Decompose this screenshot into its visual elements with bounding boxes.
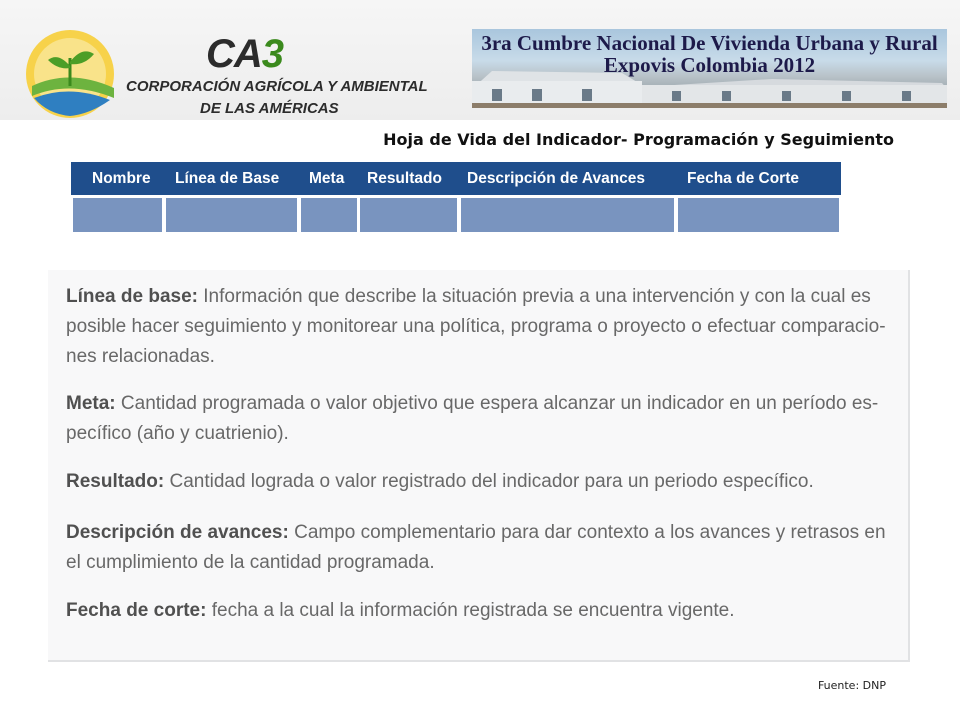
logo-abbreviation: CA3 — [206, 32, 284, 76]
definition-result — [66, 467, 886, 497]
table-cell — [461, 198, 674, 232]
page-title: Hoja de Vida del Indicador- Programación y Seguimiento — [383, 130, 894, 149]
definition-baseline — [66, 282, 886, 372]
logo-name-line-1: CORPORACIÓN AGRÍCOLA Y AMBIENTAL — [126, 78, 428, 95]
definition-goal — [66, 389, 886, 449]
banner-title-line-1: 3ra Cumbre Nacional De Vivienda Urbana y Rural — [481, 31, 938, 55]
indicator-table — [71, 162, 841, 232]
definition-text: Cantidad lograda o valor registrado del indicador para un periodo específico. — [169, 471, 814, 492]
table-header-row — [71, 162, 841, 195]
definition-text: fecha a la cual la información registrada se encuentra vigente. — [211, 600, 735, 621]
table-header-cell: Nombre — [92, 169, 151, 187]
table-row — [71, 198, 841, 232]
table-cell — [73, 198, 162, 232]
definition-term: Resultado: — [66, 471, 165, 492]
definition-text: posible hacer seguimiento y monitorear una política, programa o proyecto o efectuar comparacio- — [66, 316, 886, 337]
table-header-cell: Resultado — [367, 169, 442, 187]
definition-progress — [66, 518, 886, 578]
table-header-cell: Fecha de Corte — [687, 169, 799, 187]
table-cell — [301, 198, 357, 232]
definition-text: el cumplimiento de la cantidad programada. — [66, 552, 435, 573]
definition-text: pecífico (año y cuatrienio). — [66, 423, 289, 444]
definition-term: Fecha de corte: — [66, 600, 207, 621]
sun-plant-logo-icon — [18, 28, 130, 120]
definition-text: nes relacionadas. — [66, 346, 215, 367]
table-cell — [360, 198, 457, 232]
table-header-cell: Meta — [309, 169, 345, 187]
event-banner — [472, 29, 947, 108]
source-note: Fuente: DNP — [817, 679, 886, 692]
table-header-cell: Descripción de Avances — [467, 169, 646, 187]
corporation-logo — [18, 28, 438, 123]
definition-cutoff-date — [66, 596, 886, 626]
banner-title-line-2: Expovis Colombia 2012 — [603, 53, 816, 77]
definition-term: Meta: — [66, 393, 116, 414]
definition-text: Campo complementario para dar contexto a los avances y retrasos en — [294, 522, 886, 543]
logo-name-line-2: DE LAS AMÉRICAS — [200, 100, 339, 117]
definition-term: Descripción de avances: — [66, 522, 289, 543]
definition-term: Línea de base: — [66, 286, 198, 307]
table-header-cell: Línea de Base — [175, 169, 280, 187]
table-cell — [166, 198, 297, 232]
definitions-box — [48, 270, 910, 662]
definition-text: Información que describe la situación previa a una intervención y con la cual es — [203, 286, 871, 307]
definition-text: Cantidad programada o valor objetivo que espera alcanzar un indicador en un período es- — [120, 393, 879, 414]
table-cell — [678, 198, 839, 232]
